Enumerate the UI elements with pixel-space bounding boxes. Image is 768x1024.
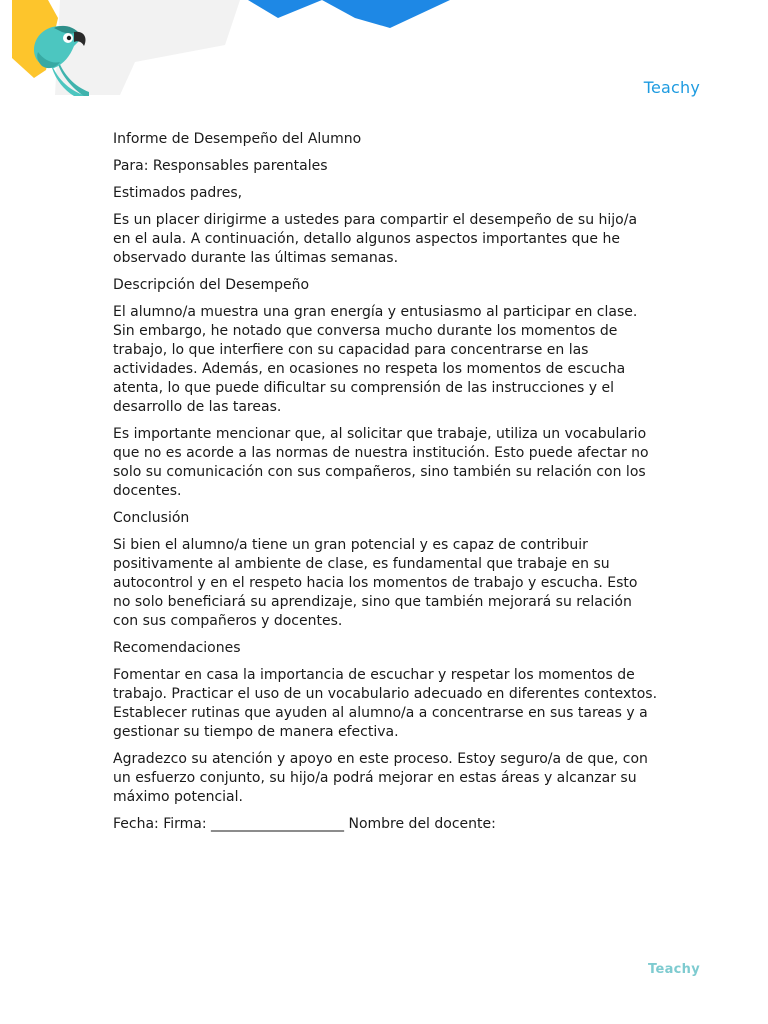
document-title: Informe de Desempeño del Alumno: [113, 131, 362, 147]
document-body: [113, 130, 658, 842]
brand-logo-text[interactable]: Teachy: [643, 78, 700, 97]
section-heading-conclusion: Conclusión: [113, 510, 190, 526]
recipient-line: Para: Responsables parentales: [113, 158, 328, 174]
performance-paragraph-2: Es importante mencionar que, al solicitar que trabaje, utiliza un vocabulario que no es acorde a las normas de nuestra institución. Esto puede afectar no solo su comunicación con sus compañeros, sino también su relación con los docentes.: [113, 426, 649, 499]
section-heading-recommendations: Recomendaciones: [113, 640, 241, 656]
footer-brand[interactable]: Teachy: [648, 962, 700, 977]
signature-line: Fecha: Firma: ___________________ Nombre del docente:: [113, 816, 496, 832]
intro-paragraph: Es un placer dirigirme a ustedes para compartir el desempeño de su hijo/a en el aula. A continuación, detallo algunos aspectos importantes que he observado durante las últimas semanas.: [113, 212, 638, 266]
recommendations-paragraph: Fomentar en casa la importancia de escuchar y respetar los momentos de trabajo. Practicar el uso de un vocabulario adecuado en diferentes contextos. Establecer rutinas que ayuden al alumno/a a concentrarse en sus tareas y a gestionar su tiempo de manera efectiva.: [113, 667, 658, 740]
greeting: Estimados padres,: [113, 185, 243, 201]
closing-paragraph: Agradezco su atención y apoyo en este proceso. Estoy seguro/a de que, con un esfuerzo conjunto, su hijo/a podrá mejorar en estas áreas y alcanzar su máximo potencial.: [113, 751, 648, 805]
performance-paragraph-1: El alumno/a muestra una gran energía y entusiasmo al participar en clase. Sin embargo, he notado que conversa mucho durante los momentos de trabajo, lo que interfiere con su capacidad para concentrarse en las actividades. Además, en ocasiones no respeta los momentos de escucha atenta, lo que puede dificultar su comprensión de las instrucciones y el desarrollo de las tareas.: [113, 304, 638, 415]
parrot-icon: [28, 20, 90, 96]
section-heading-performance: Descripción del Desempeño: [113, 277, 310, 293]
conclusion-paragraph: Si bien el alumno/a tiene un gran potencial y es capaz de contribuir positivamente al ambiente de clase, es fundamental que trabaje en su autocontrol y en el respeto hacia los momentos de trabajo y escucha. Esto no solo beneficiará su aprendizaje, sino que también mejorará su relación con sus compañeros y docentes.: [113, 537, 638, 629]
page-header: [0, 0, 768, 110]
